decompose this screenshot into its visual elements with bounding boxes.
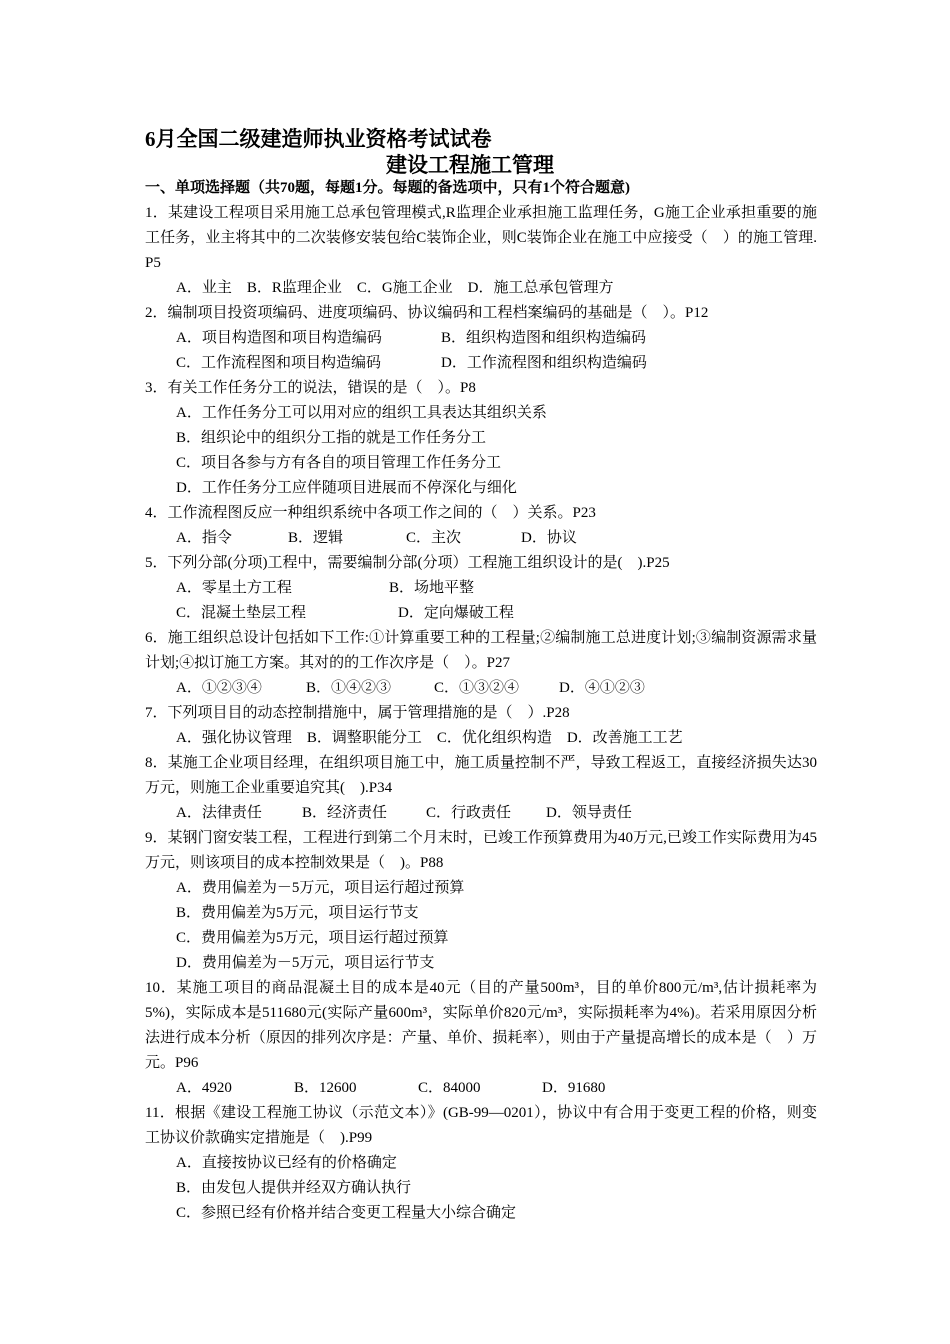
option-row (145, 326, 817, 351)
option: D．费用偏差为－5万元，项目运行节支 (176, 955, 435, 971)
option: B．由发包人提供并经双方确认执行 (176, 1180, 412, 1196)
option-row (145, 601, 817, 626)
question-stem: 1．某建设工程项目采用施工总承包管理模式,R监理企业承担施工监理任务，G施工企业承担重要的施工任务，业主将其中的二次装修安装包给C装饰企业，则C装饰企业在施工中应接受（ ）的施工管理. P5 (145, 205, 817, 271)
option-row (145, 676, 817, 701)
option: B．12600 (294, 1080, 357, 1096)
section-heading: 一、单项选择题（共70题，每题1分。每题的备选项中，只有1个符合题意) (145, 180, 630, 196)
option: C．行政责任 (426, 805, 512, 821)
option: A．4920 (176, 1080, 232, 1096)
option: D．工作任务分工应伴随项目进展而不停深化与细化 (176, 480, 517, 496)
option: D．领导责任 (546, 805, 632, 821)
option: D．工作流程图和组织构造编码 (441, 355, 647, 371)
option: A．直接按协议已经有的价格确定 (176, 1155, 397, 1171)
option-row (145, 1076, 817, 1101)
option: C．费用偏差为5万元，项目运行超过预算 (176, 930, 449, 946)
option: B．组织论中的组织分工指的就是工作任务分工 (176, 430, 487, 446)
option: C．参照已经有价格并结合变更工程量大小综合确定 (176, 1205, 517, 1221)
option: B．经济责任 (302, 805, 388, 821)
option-row (145, 801, 817, 826)
question-stem: 11．根据《建设工程施工协议（示范文本）》(GB-99—0201），协议中有合用于变更工程的价格，则变工协议价款确实定措施是（ ).P99 (145, 1105, 817, 1146)
option: C．84000 (418, 1080, 481, 1096)
question-stem: 2．编制项目投资项编码、进度项编码、协议编码和工程档案编码的基础是（ ）。P12 (145, 305, 709, 321)
option: A．工作任务分工可以用对应的组织工具表达其组织关系 (176, 405, 547, 421)
option: D．协议 (521, 530, 577, 546)
option: D．定向爆破工程 (398, 605, 514, 621)
option: A．零星土方工程 (176, 580, 292, 596)
question-stem: 3．有关工作任务分工的说法，错误的是（ ）。P8 (145, 380, 476, 396)
question-stem: 10．某施工项目的商品混凝土目的成本是40元（目的产量500m³，目的单价800元/m³,估计损耗率为5%)，实际成本是511680元(实际产量600m³，实际单价820元/m³，实际损耗率为4%)。若采用原因分析法进行成本分析（原因的排列次序是：产量、单价、损耗率），则由于产量提高增长的成本是（ ）万元。P96 (145, 980, 817, 1071)
question-stem: 4．工作流程图反应一种组织系统中各项工作之间的（ ）关系。P23 (145, 505, 596, 521)
question-list (145, 176, 817, 1226)
option-row: A．强化协议管理 B．调整职能分工 C．优化组织构造 D．改善施工工艺 (176, 730, 683, 746)
option: C．①③②④ (434, 680, 520, 696)
option: A．项目构造图和项目构造编码 (176, 330, 382, 346)
option: C．主次 (406, 530, 462, 546)
option: A．指令 (176, 530, 232, 546)
option: C．混凝土垫层工程 (176, 605, 307, 621)
option-row (145, 576, 817, 601)
option: B．费用偏差为5万元，项目运行节支 (176, 905, 419, 921)
question-stem: 5．下列分部(分项)工程中，需要编制分部(分项）工程施工组织设计的是( ).P25 (145, 555, 670, 571)
option-row (145, 351, 817, 376)
option: D．④①②③ (559, 680, 645, 696)
question-stem: 9．某钢门窗安装工程，工程进行到第二个月末时，已竣工作预算费用为40万元,已竣工作实际费用为45万元，则该项目的成本控制效果是（ )。P88 (145, 830, 817, 871)
option-row: A．业主 B．R监理企业 C．G施工企业 D．施工总承包管理方 (176, 280, 614, 296)
option: D．91680 (542, 1080, 606, 1096)
option: A．①②③④ (176, 680, 262, 696)
option: A．费用偏差为－5万元，项目运行超过预算 (176, 880, 465, 896)
option: B．逻辑 (288, 530, 344, 546)
exam-title: 6月全国二级建造师执业资格考试试卷 (145, 127, 492, 151)
option: B．组织构造图和组织构造编码 (441, 330, 647, 346)
exam-subtitle: 建设工程施工管理 (386, 153, 554, 177)
question-stem: 6．施工组织总设计包括如下工作:①计算重要工种的工程量;②编制施工总进度计划;③编制资源需求量计划;④拟订施工方案。其对的的工作次序是（ ）。P27 (145, 630, 817, 671)
option: B．①④②③ (306, 680, 392, 696)
option: A．法律责任 (176, 805, 262, 821)
option: C．项目各参与方有各自的项目管理工作任务分工 (176, 455, 502, 471)
option: B．场地平整 (389, 580, 475, 596)
option-row (145, 526, 817, 551)
option: C．工作流程图和项目构造编码 (176, 355, 382, 371)
question-stem: 8．某施工企业项目经理，在组织项目施工中，施工质量控制不严，导致工程返工，直接经济损失达30万元，则施工企业重要追究其( ).P34 (145, 755, 817, 796)
question-stem: 7．下列项目目的动态控制措施中，属于管理措施的是（ ）.P28 (145, 705, 570, 721)
